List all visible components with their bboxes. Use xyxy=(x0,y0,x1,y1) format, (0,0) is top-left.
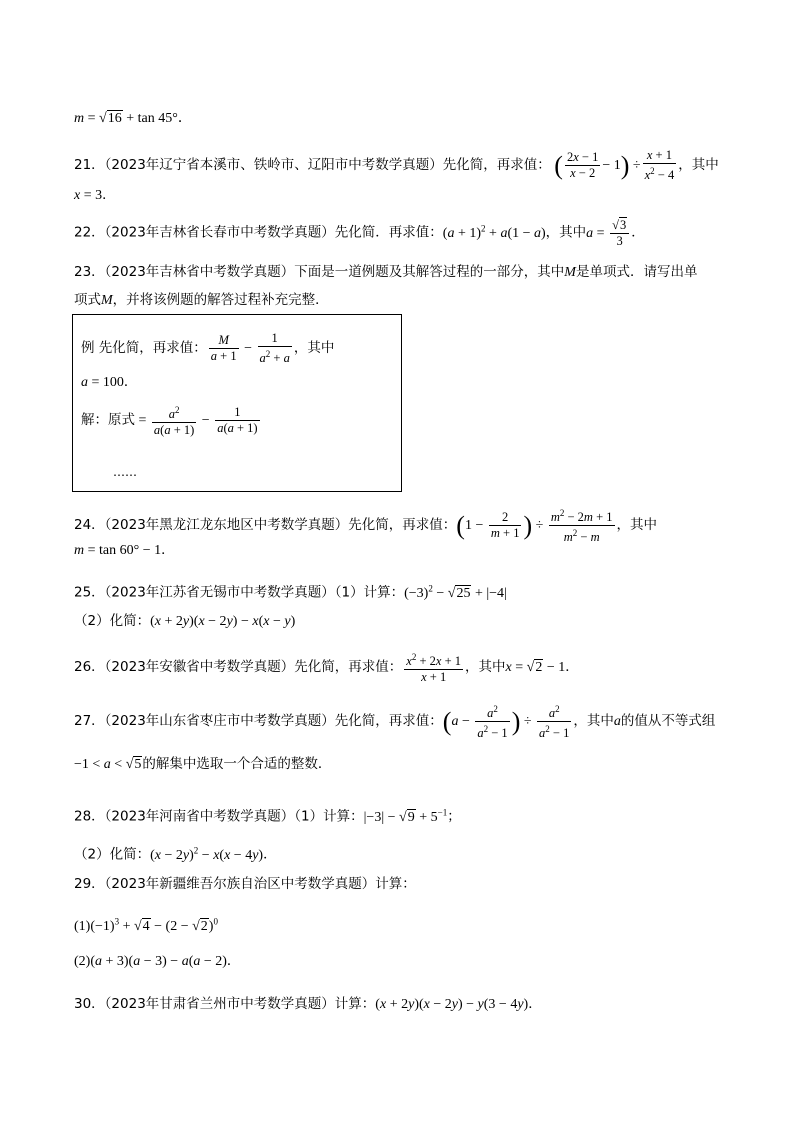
question-25: 25．（2023年江苏省无锡市中考数学真题）（1）计算：$(-3)^2 - √25 + |-4|$ xyxy=(74,583,507,601)
question-29-part1: $(1)(-1)^3 + √4 - (2 - √2)^0$ xyxy=(74,916,218,934)
question-29-part2: (2)(a + 3)(a − 3) − a(a − 2)． xyxy=(74,953,241,969)
question-27: 27．（2023年山东省枣庄市中考数学真题）先化简，再求值：(a − $\frac{a^2}{a^2 - 1}$ ) ÷ $\frac{a^2}{a^2 - 1}$ ，其中a的值从不等式组 xyxy=(74,704,716,741)
solution-line: 解：原式 = $\frac{a^2}{a(a + 1)}$ − $\frac{1}{a(a + 1)}$ xyxy=(81,405,258,438)
example-condition: a = 100． xyxy=(81,374,138,390)
question-21: 21．（2023年辽宁省本溪市、铁岭市、辽阳市中考数学真题）先化简，再求值： ( $\frac{2x - 1}{x - 2}$ − 1) ÷ $\frac{x + 1}{x^2 - 4}$ ，其中 xyxy=(74,148,719,183)
question-23: 23．（2023年吉林省中考数学真题）下面是一道例题及其解答过程的一部分，其中M是单项式．请写出单 xyxy=(74,264,698,280)
solution-ellipsis: …… xyxy=(113,465,137,479)
question-28-part2: （2）化简：$(x - 2y)^2 - x(x - 4y)$． xyxy=(74,845,277,863)
question-24-cont: m = tan 60° − 1． xyxy=(74,542,175,558)
formula-m-value: m = √16 + tan 45°． xyxy=(74,110,192,126)
question-23-cont: 项式M，并将该例题的解答过程补充完整． xyxy=(74,292,329,308)
example-box xyxy=(72,314,402,492)
question-27-cont: −1 < a < √5的解集中选取一个合适的整数． xyxy=(74,756,332,772)
q21-text: 21．（2023年辽宁省本溪市、铁岭市、辽阳市中考数学真题）先化简，再求值： xyxy=(74,156,551,173)
question-30: 30．（2023年甘肃省兰州市中考数学真题）计算：(x + 2y)(x − 2y) − y(3 − 4y)． xyxy=(74,996,542,1012)
question-25-part2: （2）化简：(x + 2y)(x − 2y) − x(x − y) xyxy=(74,613,296,629)
question-26: 26．（2023年安徽省中考数学真题）先化简，再求值： $\frac{x^2 + 2x + 1}{x + 1}$ ，其中x = √2 − 1． xyxy=(74,652,579,685)
question-22: 22．（2023年吉林省长春市中考数学真题）先化简．再求值：$(a + 1)^2 + a(1 - a)$，其中a = $\frac{√3}{3}$ ． xyxy=(74,218,645,248)
question-24: 24．（2023年黑龙江龙东地区中考数学真题）先化简，再求值：(1 − $\frac{2}{m + 1}$ ) ÷ $\frac{m^2 - 2m + 1}{m^2 - m}$ ，其中 xyxy=(74,508,658,545)
question-29: 29．（2023年新疆维吾尔族自治区中考数学真题）计算： xyxy=(74,876,416,892)
example-line: 例 先化简，再求值： $\frac{M}{a + 1}$ − $\frac{1}{a^2 + a}$ ，其中 xyxy=(81,331,335,366)
question-28: 28．（2023年河南省中考数学真题）（1）计算：$|-3| - √9 + 5^{-1}$； xyxy=(74,807,461,825)
question-21-cont: x = 3． xyxy=(74,187,116,203)
